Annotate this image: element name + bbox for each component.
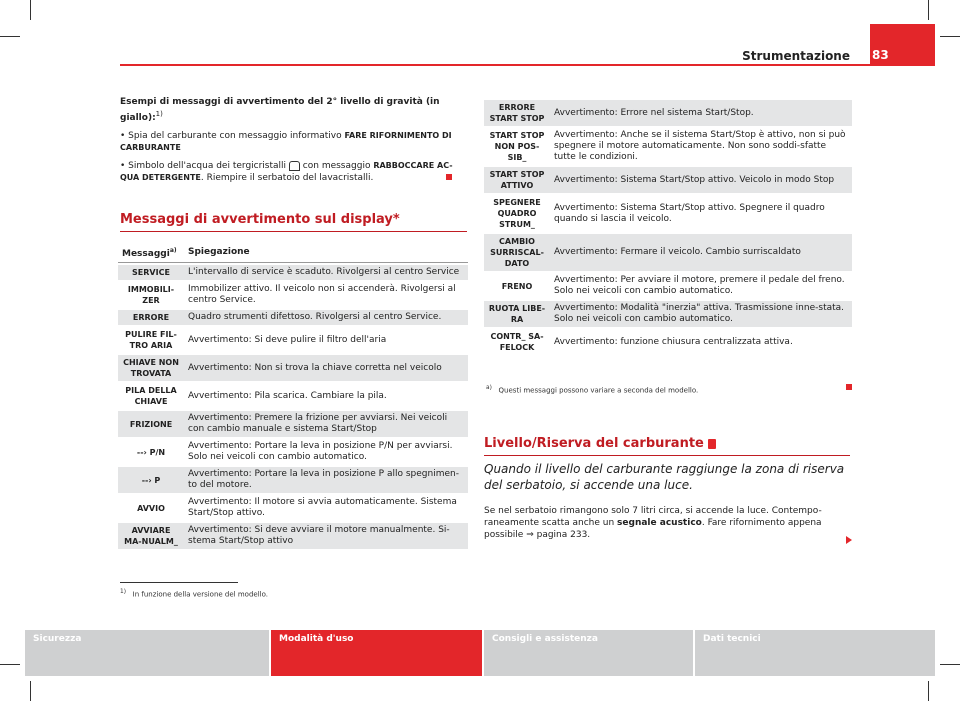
messages-table-left	[118, 241, 468, 551]
table-row: IMMOBILI-ZER Immobilizer attivo. Il veicolo non si accenderà. Rivolgersi al centro Service.	[127, 284, 456, 305]
table-row: AVVIO Avvertimento: Il motore si avvia automaticamente. Sistema Start/Stop attivo.	[137, 497, 457, 518]
table-row: CONTR_ SA-FELOCK Avvertimento: funzione chiusura centralizzata attiva.	[490, 332, 793, 352]
washer-fluid-icon	[289, 161, 300, 171]
crop-mark	[30, 0, 31, 20]
page-header-title: Strumentazione	[742, 49, 850, 63]
table-row: CHIAVE NON TROVATA Avvertimento: Non si trova la chiave corretta nel veicolo	[118, 355, 468, 381]
col-header-messages: Messaggi$^{a)}$	[118, 243, 184, 263]
section-rule	[120, 231, 467, 232]
intro-bullet: • Simbolo dell'acqua dei tergicristalli con messaggio RABBOCCARE AC-QUA DETERGENTE. Riempire il serbatoio del lavacristalli.	[120, 161, 453, 183]
crop-mark	[928, 0, 929, 20]
fuel-pump-icon	[708, 439, 716, 449]
fuel-lead-text: Quando il livello del carburante raggiunge la zona di riserva del serbatoio, si accende una luce.	[484, 462, 845, 492]
table-row: --› P/N Avvertimento: Portare la leva in posizione P/N per avviarsi. Solo nei veicoli con cambio automatico.	[136, 441, 453, 462]
messages-table-right	[484, 98, 852, 357]
table-row: --› P Avvertimento: Portare la leva in posizione P allo spegnimen-to del motore.	[118, 467, 468, 493]
continue-arrow-icon	[846, 536, 852, 544]
page-footnote: $^{1)}$ In funzione della versione del modello.	[120, 589, 268, 599]
section-rule	[484, 455, 850, 456]
crop-mark	[0, 664, 20, 665]
page-number: 83	[872, 48, 889, 62]
crop-mark	[0, 36, 20, 37]
header-rule	[120, 64, 935, 66]
table-row: PULIRE FIL-TRO ARIA Avvertimento: Si deve pulire il filtro dell'aria	[125, 330, 387, 350]
table-row: PILA DELLA CHIAVE Avvertimento: Pila scarica. Cambiare la pila.	[125, 386, 387, 406]
nav-tab-modalita-duso[interactable]: Modalità d'uso	[271, 630, 482, 676]
left-intro	[120, 96, 465, 184]
table-row: CAMBIO SURRISCAL-DATO Avvertimento: Fermare il veicolo. Cambio surriscaldato	[484, 234, 852, 271]
col-header-explanation: Spiegazione	[184, 243, 468, 263]
nav-tab-sicurezza[interactable]: Sicurezza	[25, 630, 269, 676]
table-row: FRIZIONE Avvertimento: Premere la frizione per avviarsi. Nei veicoli con cambio manuale e sistema Start/Stop	[118, 411, 468, 437]
table-row: ERRORE Quadro strumenti difettoso. Rivolgersi al centro Service.	[118, 310, 468, 325]
table-footnote: $^{a)}$ Questi messaggi possono variare a seconda del modello.	[486, 385, 699, 395]
section-end-mark	[846, 384, 852, 390]
crop-mark	[940, 664, 960, 665]
section-title: Messaggi di avvertimento sul display*	[120, 212, 400, 227]
fuel-body-text: Se nel serbatoio rimangono solo 7 litri circa, si accende la luce. Contempo-raneamente scatta anche un segnale acustico. Fare rifornimento appena possibile ⇒ pagina 233.	[484, 506, 822, 540]
table-row: ERRORE START STOP Avvertimento: Errore nel sistema Start/Stop.	[484, 100, 852, 126]
table-row: RUOTA LIBE-RA Avvertimento: Modalità "inerzia" attiva. Trasmissione inne-stata. Solo nei veicoli con cambio automatico.	[484, 301, 852, 327]
table-row: FRENO Avvertimento: Per avviare il motore, premere il pedale del freno. Solo nei veicoli con cambio automatico.	[501, 275, 845, 296]
nav-tab-dati-tecnici[interactable]: Dati tecnici	[695, 630, 935, 676]
table-row: SERVICE L'intervallo di service è scaduto. Rivolgersi al centro Service	[118, 265, 468, 280]
crop-mark	[30, 681, 31, 701]
section-title: Livello/Riserva del carburante	[484, 436, 716, 451]
table-row: AVVIARE MA-NUALM_ Avvertimento: Si deve avviare il motore manualmente. Si-stema Start/Stop attivo	[118, 523, 468, 549]
crop-mark	[940, 36, 960, 37]
intro-bullet: • Spia del carburante con messaggio informativo FARE RIFORNIMENTO DI CARBURANTE	[120, 131, 452, 152]
table-row: SPEGNERE QUADRO STRUM_ Avvertimento: Sistema Start/Stop attivo. Spegnere il quadro quando si lascia il veicolo.	[493, 198, 825, 229]
section-end-mark	[446, 174, 452, 180]
table-row: START STOP NON POS-SIB_ Avvertimento: Anche se il sistema Start/Stop è attivo, non si può spegnere il motore automaticamente. Non sono soddi-sfatte tutte le condizioni.	[489, 130, 846, 162]
nav-tab-consigli-assistenza[interactable]: Consigli e assistenza	[484, 630, 693, 676]
table-row: START STOP ATTIVO Avvertimento: Sistema Start/Stop attivo. Veicolo in modo Stop	[484, 167, 852, 193]
crop-mark	[928, 681, 929, 701]
footnote-rule	[120, 582, 238, 583]
intro-heading: Esempi di messaggi di avvertimento del 2° livello di gravità (in giallo):$^{1)}$	[120, 97, 440, 123]
